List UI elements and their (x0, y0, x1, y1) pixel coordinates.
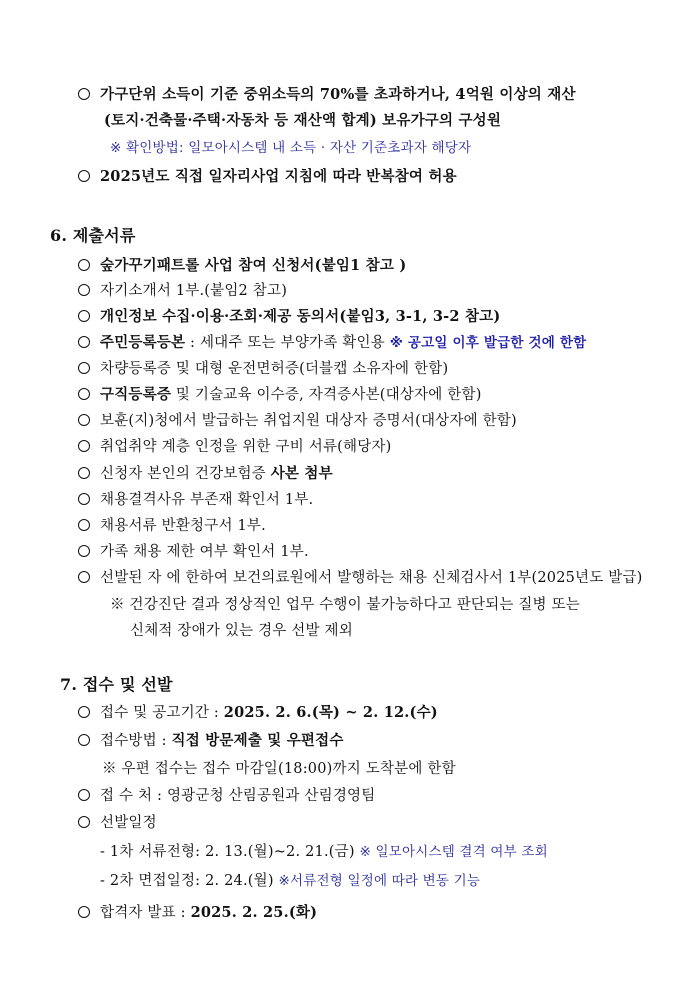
list-item (78, 256, 406, 276)
list-item (78, 385, 482, 405)
list-item (130, 621, 353, 641)
list-item (78, 568, 643, 588)
circle-bullet-icon (78, 388, 90, 400)
item-text: (토지·건축물·주택·자동차 등 재산액 합계) 보유가구의 구성원 (104, 112, 502, 129)
item-text: 취업취약 계층 인정을 위한 구비 서류(해당자) (100, 439, 392, 455)
item-text: 가구단위 소득이 기준 중위소득의 70%를 초과하거나, 4억원 이상의 재산 (100, 86, 576, 103)
section-heading (60, 675, 173, 695)
section-heading (50, 226, 136, 246)
item-text: 합격자 발표 : (100, 905, 191, 921)
item-text: 접 수 처 : 영광군청 산림공원과 산림경영팀 (100, 788, 376, 804)
circle-bullet-icon (78, 789, 90, 801)
list-item (78, 464, 333, 484)
list-item (78, 167, 457, 187)
note-text: ※서류전형 일정에 따라 변동 기능 (278, 873, 481, 889)
list-item (110, 138, 471, 158)
circle-bullet-icon (78, 519, 90, 531)
list-item (78, 307, 500, 327)
list-item (78, 85, 576, 105)
item-text: 채용서류 반환청구서 1부. (100, 518, 266, 534)
item-text: 접수 및 공고기간 : (100, 705, 224, 721)
item-text: 신청자 본인의 건강보험증 (100, 466, 271, 482)
circle-bullet-icon (78, 170, 90, 182)
item-text: ※ 우편 접수는 접수 마감일(18:00)까지 도착분에 한함 (102, 761, 456, 777)
circle-bullet-icon (78, 440, 90, 452)
item-text: 직접 방문제출 및 우편접수 (171, 732, 344, 749)
circle-bullet-icon (78, 88, 90, 100)
item-text: - 2차 면접일정: 2. 24.(월) (100, 873, 279, 889)
note-text: ※ 확인방법: 일모아시스템 내 소득 · 자산 기준초과자 해당자 (110, 140, 472, 156)
circle-bullet-icon (78, 734, 90, 746)
note-text: ※ 일모아시스템 결격 여부 조회 (359, 844, 548, 860)
list-item (78, 813, 157, 833)
item-text: 주민등록등본 (100, 334, 186, 351)
list-item (78, 786, 375, 806)
item-text: 및 기술교육 이수증, 자격증사본(대상자에 한함) (171, 387, 482, 403)
circle-bullet-icon (78, 414, 90, 426)
list-item (78, 903, 317, 923)
item-text: 자기소개서 1부.(붙임2 참고) (100, 283, 288, 299)
list-item (110, 595, 580, 615)
item-text: : 세대주 또는 부양가족 확인용 (185, 335, 390, 351)
item-text: 2025. 2. 6.(목) ~ 2. 12.(수) (223, 704, 438, 721)
item-text: 가족 채용 제한 여부 확인서 1부. (100, 544, 309, 560)
item-text: 숲가꾸기패트롤 사업 참여 신청서(붙임1 참고 ) (100, 257, 407, 274)
item-text: 선발일정 (100, 815, 157, 831)
item-text: 2025. 2. 25.(화) (190, 904, 318, 921)
circle-bullet-icon (78, 493, 90, 505)
circle-bullet-icon (78, 571, 90, 583)
circle-bullet-icon (78, 545, 90, 557)
list-item (78, 703, 438, 723)
item-text: 접수방법 : (100, 733, 172, 749)
item-text: 사본 첨부 (270, 465, 333, 482)
list-item (100, 842, 548, 862)
list-item (78, 437, 391, 457)
circle-bullet-icon (78, 336, 90, 348)
item-text: 2025년도 직접 일자리사업 지침에 따라 반복참여 허용 (100, 168, 457, 185)
list-item (104, 111, 501, 131)
list-item (78, 542, 309, 562)
item-text: 개인정보 수집·이용·조회·제공 동의서(붙임3, 3-1, 3-2 참고) (100, 308, 501, 325)
circle-bullet-icon (78, 467, 90, 479)
list-item (102, 759, 456, 779)
circle-bullet-icon (78, 259, 90, 271)
list-item (78, 411, 517, 431)
item-text: - 1차 서류전형: 2. 13.(월)~2. 21.(금) (100, 844, 360, 860)
item-text: 차량등록증 및 대형 운전면허증(더블캡 소유자에 한함) (100, 361, 449, 377)
item-text: 7. 접수 및 선발 (60, 675, 173, 694)
list-item (78, 490, 313, 510)
item-text: 신체적 장애가 있는 경우 선발 제외 (130, 623, 353, 639)
list-item (100, 871, 480, 891)
circle-bullet-icon (78, 706, 90, 718)
item-text: 6. 제출서류 (50, 226, 136, 245)
item-text: ※ 건강진단 결과 정상적인 업무 수행이 불가능하다고 판단되는 질병 또는 (110, 597, 580, 613)
item-text: 보훈(지)청에서 발급하는 취업지원 대상자 증명서(대상자에 한함) (100, 413, 517, 429)
item-text: 선발된 자 에 한하여 보건의료원에서 발행하는 채용 신체검사서 1부(2025년도 발급) (100, 570, 643, 586)
circle-bullet-icon (78, 362, 90, 374)
circle-bullet-icon (78, 284, 90, 296)
list-item (78, 731, 344, 751)
list-item (78, 516, 266, 536)
circle-bullet-icon (78, 906, 90, 918)
item-text: 채용결격사유 부존재 확인서 1부. (100, 492, 314, 508)
note-text: ※ 공고일 이후 발급한 것에 한함 (389, 335, 587, 351)
list-item (78, 359, 448, 379)
item-text: 구직등록증 (100, 386, 172, 403)
list-item (78, 333, 586, 353)
circle-bullet-icon (78, 816, 90, 828)
list-item (78, 281, 287, 301)
circle-bullet-icon (78, 310, 90, 322)
